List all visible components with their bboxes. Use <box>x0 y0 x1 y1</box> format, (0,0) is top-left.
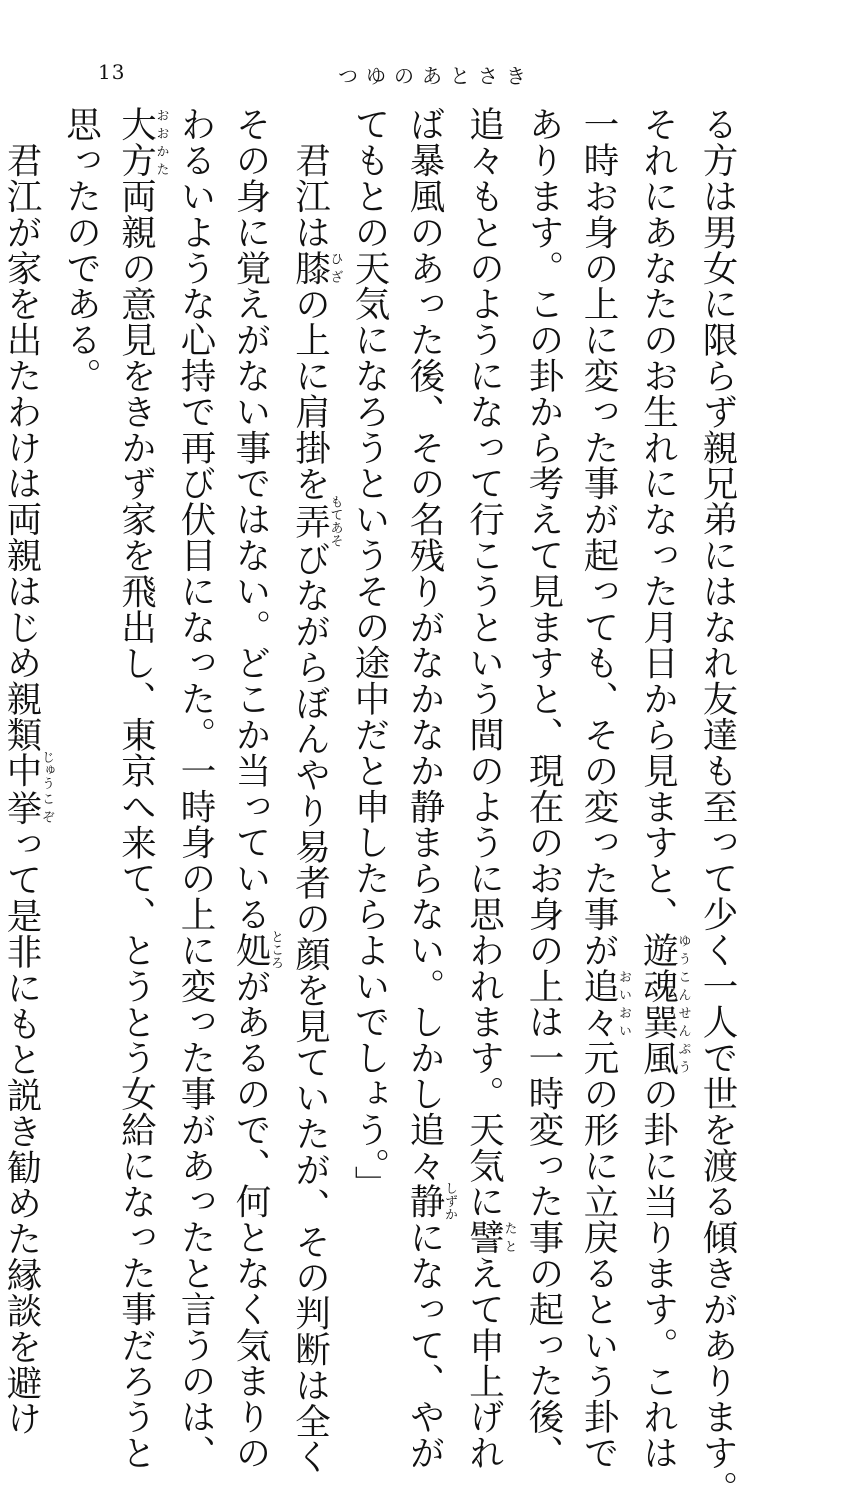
text-column <box>109 106 169 1471</box>
text-segment: 思ったのである。 <box>60 106 102 394</box>
text-segment: わるいような心持で再び伏目になった。一時身の上に変った事があったと言うのは、 <box>175 106 216 1471</box>
ruby-base: 処 <box>230 930 271 970</box>
ruby-annotation <box>1 750 54 790</box>
ruby-reading: ところ <box>268 930 283 970</box>
text-column <box>457 106 517 1471</box>
text-column <box>54 106 109 1116</box>
text-segment: があるので、何となく気まりの <box>230 967 271 1471</box>
running-title: つゆのあとさき <box>338 64 534 88</box>
ruby-reading: もてあそ <box>327 494 343 547</box>
text-segment: 元の形に立戻るという卦で <box>578 1039 619 1471</box>
text-segment: 追々もとのようになって行こうという間のように思われます。天気に <box>463 106 505 1219</box>
ruby-reading: ゆうこんせんぷう <box>675 931 691 1076</box>
ruby-annotation <box>230 930 283 970</box>
text-column <box>283 106 343 1475</box>
text-segment: それにあなたのお生れになった月日から見ますと、 <box>637 106 679 932</box>
ruby-annotation <box>289 249 343 286</box>
text-column <box>168 106 223 1471</box>
text-segment: ば暴風のあった後、その名残りがなかなか静まらない。しかし追々 <box>404 106 445 1183</box>
ruby-reading: おいおい <box>616 967 631 1040</box>
ruby-base: 中 <box>1 750 42 790</box>
text-segment: って是非にもと説き勧めた縁談を避け <box>1 825 42 1436</box>
ruby-base: 挙 <box>1 789 42 826</box>
ruby-annotation <box>463 1218 517 1255</box>
text-column <box>342 106 397 1202</box>
text-column <box>223 106 283 1471</box>
text-column <box>571 106 631 1471</box>
ruby-reading: こぞ <box>39 789 54 826</box>
text-column <box>516 106 571 1471</box>
text-segment: その身に覚えがない事ではない。どこか当っている <box>230 106 271 932</box>
text-column <box>631 106 691 1471</box>
text-segment: 君江が家を出たわけは両親はじめ親類 <box>1 106 42 753</box>
ruby-base: 譬 <box>463 1218 505 1255</box>
ruby-reading: じゅう <box>39 750 54 790</box>
text-segment: る方は男女に限らず親兄弟にはなれ友達も至って少く一人で世を渡る傾きがあります。 <box>697 106 738 1506</box>
ruby-base: 追々 <box>578 967 619 1040</box>
text-segment: てもとの天気になろうというその途中だと申したらよいでしょう。」 <box>349 106 390 1202</box>
ruby-annotation <box>578 967 631 1040</box>
text-column <box>0 106 54 1436</box>
ruby-base: 遊魂巽風 <box>637 931 679 1076</box>
ruby-annotation <box>637 931 691 1076</box>
body-text <box>0 106 745 1506</box>
text-segment: 君江は <box>289 106 331 250</box>
ruby-reading: ひざ <box>327 249 343 286</box>
ruby-reading: たと <box>501 1218 517 1255</box>
ruby-annotation <box>1 789 54 826</box>
ruby-annotation <box>404 1181 457 1221</box>
ruby-base: 大方 <box>115 106 157 178</box>
text-column <box>397 106 457 1471</box>
ruby-reading: おおかた <box>153 106 169 178</box>
text-segment: えて申上げれ <box>463 1254 505 1471</box>
ruby-base: 膝 <box>289 249 331 286</box>
text-column <box>690 106 745 1506</box>
ruby-base: 弄 <box>289 494 331 547</box>
text-segment: 一時お身の上に変った事が起っても、その変った事が <box>578 106 619 968</box>
ruby-base: 静 <box>404 1181 445 1221</box>
text-segment: あります。この卦から考えて見ますと、現在のお身の上は一時変った事の起った後、 <box>523 106 564 1471</box>
text-segment: 両親の意見をきかず家を飛出し、東京へ来て、とうとう女給になった事だろうと <box>115 177 157 1471</box>
text-segment: の卦に当ります。これは <box>637 1075 679 1471</box>
text-segment: の上に肩掛を <box>289 285 331 501</box>
ruby-reading: しずか <box>442 1181 457 1221</box>
page-number: 13 <box>98 60 126 84</box>
text-segment: びながらぼんやり易者の顔を見ていたが、その判断は全く <box>289 540 331 1475</box>
ruby-annotation <box>289 494 343 547</box>
text-segment: になって、やが <box>404 1218 445 1471</box>
ruby-annotation <box>115 106 169 178</box>
